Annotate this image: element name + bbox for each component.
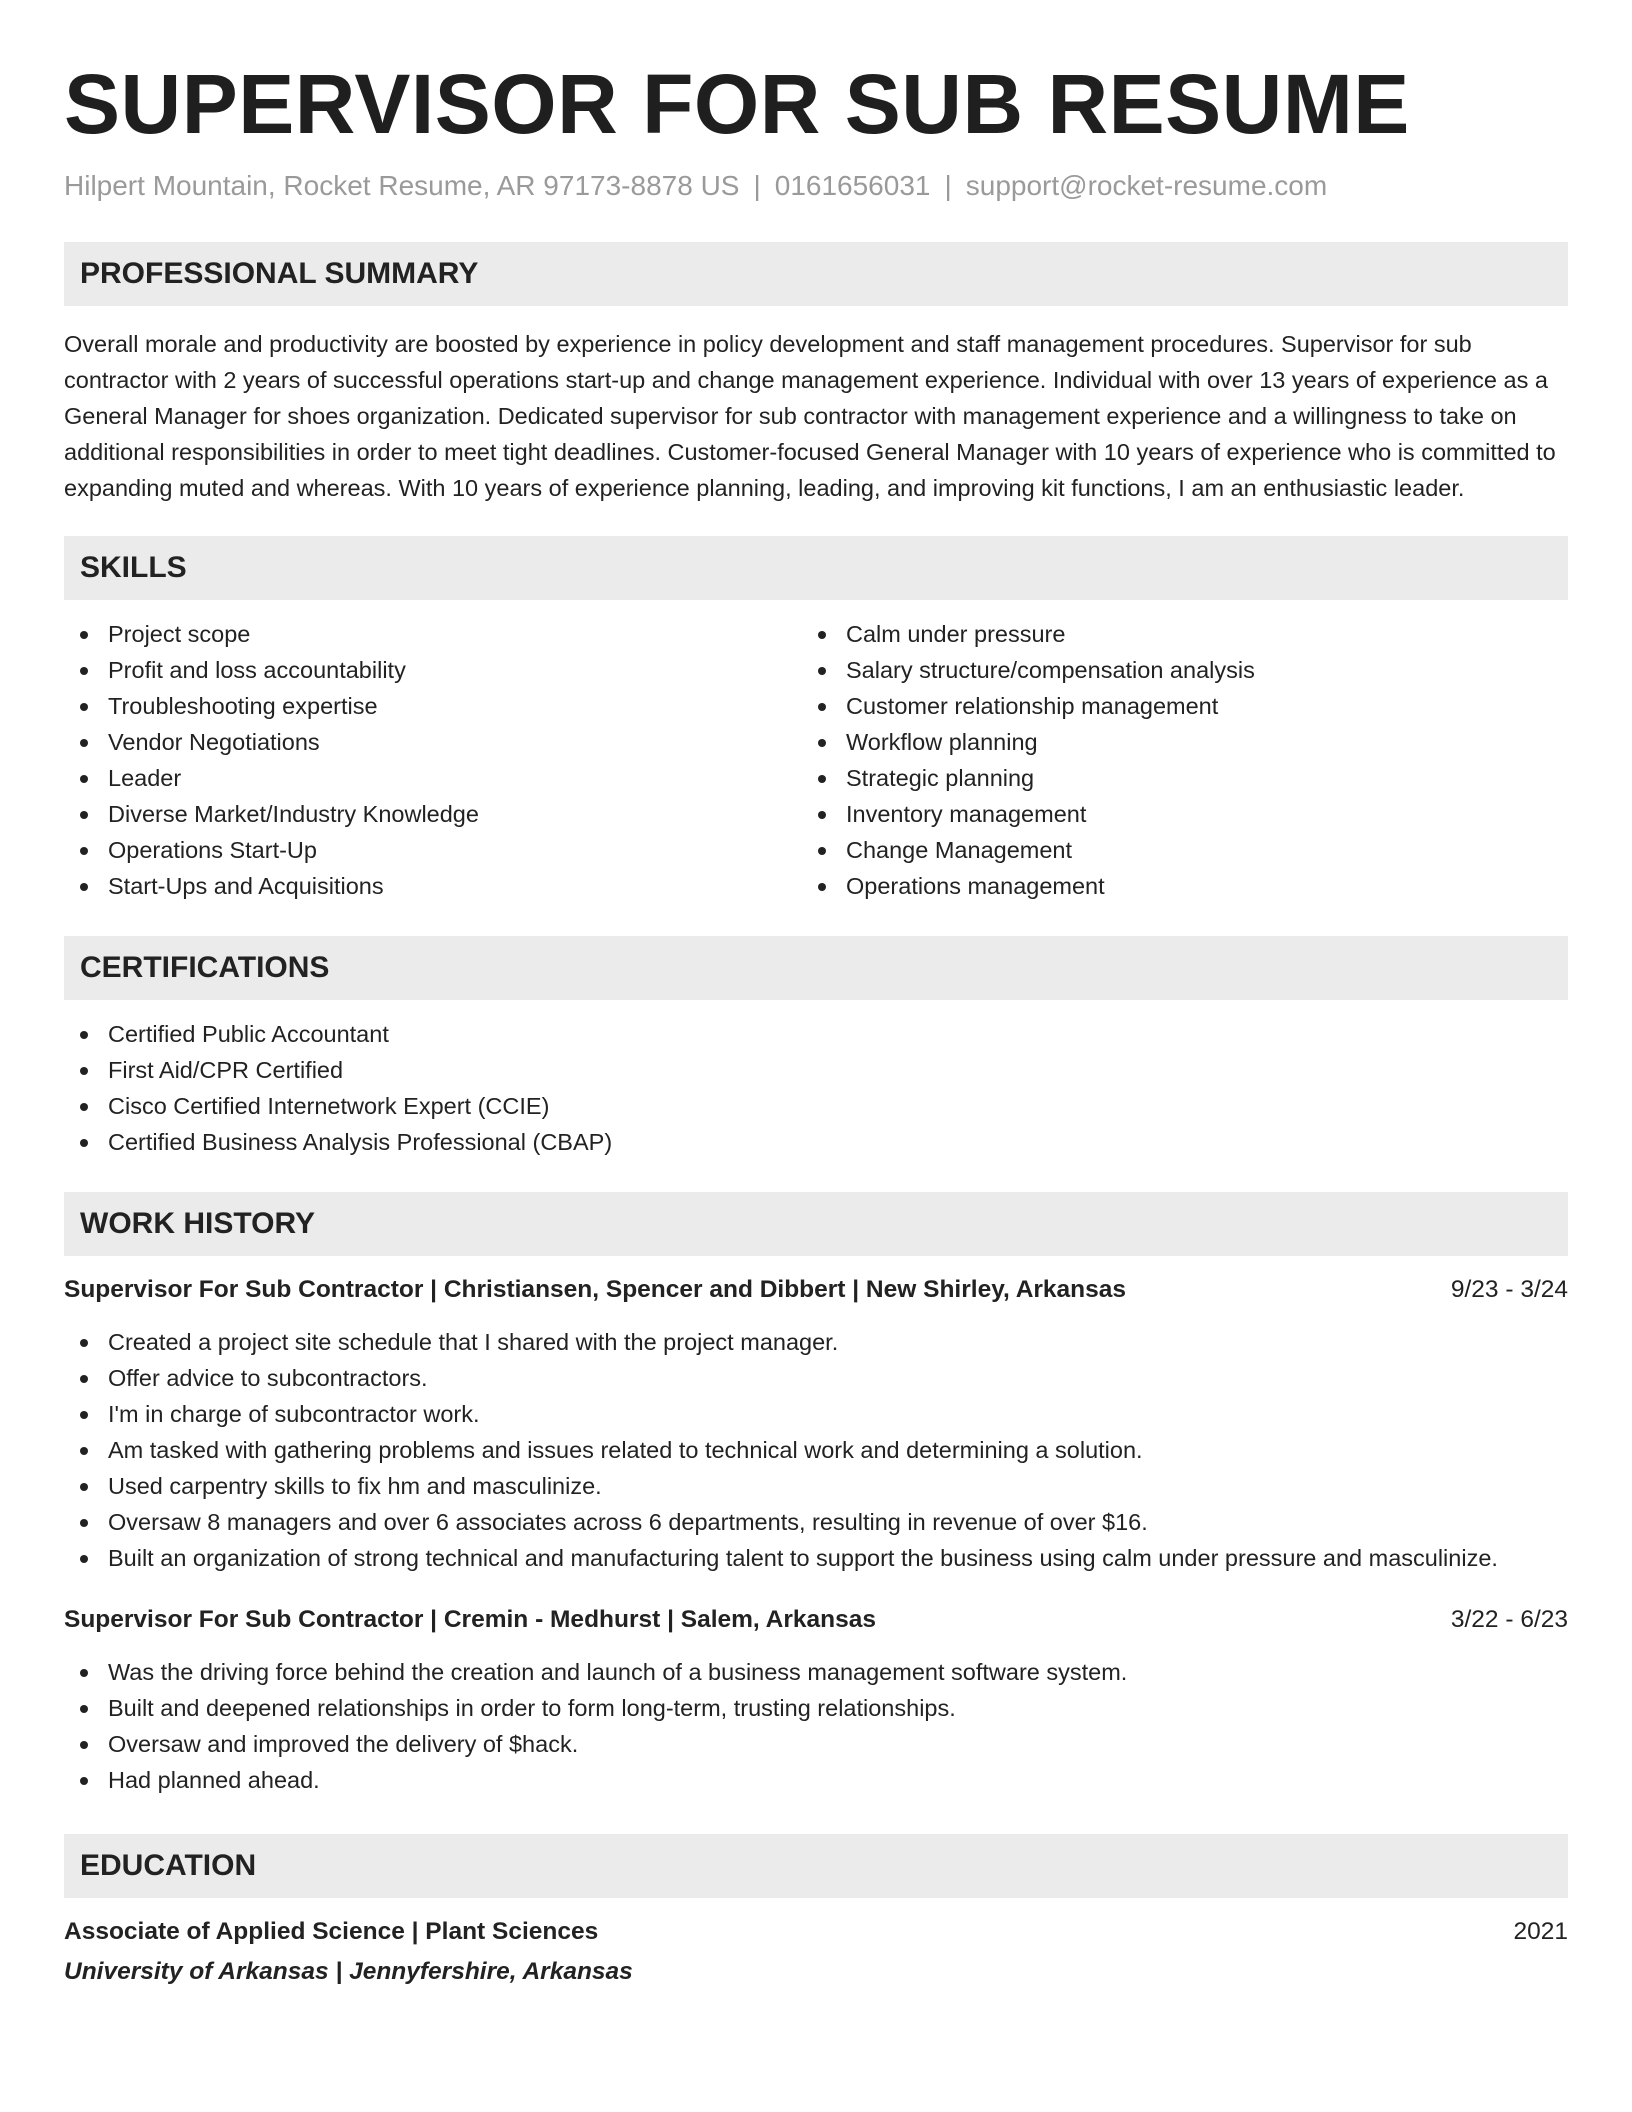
- skill-item: Operations Start-Up: [64, 832, 802, 868]
- skill-item: Customer relationship management: [802, 688, 1540, 724]
- skill-item: Change Management: [802, 832, 1540, 868]
- skill-item: Diverse Market/Industry Knowledge: [64, 796, 802, 832]
- certification-item: Cisco Certified Internetwork Expert (CCIE): [64, 1088, 1568, 1124]
- certifications-list: [64, 1016, 1568, 1160]
- job-bullet: Offer advice to subcontractors.: [64, 1360, 1568, 1396]
- skills-grid: [64, 616, 1568, 904]
- summary-section: [64, 242, 1568, 506]
- resume-title: SUPERVISOR FOR SUB RESUME: [64, 57, 1410, 151]
- job-title: Supervisor For Sub Contractor | Cremin - Medhurst | Salem, Arkansas: [64, 1606, 876, 1633]
- skills-list-left: [64, 616, 802, 904]
- job-entry: [64, 1272, 1568, 1576]
- education-section: [64, 1834, 1568, 1990]
- job-bullet: Am tasked with gathering problems and issues related to technical work and determining a solution.: [64, 1432, 1568, 1468]
- section-header-certifications: CERTIFICATIONS: [64, 936, 1568, 1000]
- job-bullet: Was the driving force behind the creation and launch of a business management software system.: [64, 1654, 1568, 1690]
- contact-address: Hilpert Mountain, Rocket Resume, AR 97173-8878 US: [64, 170, 740, 201]
- job-bullet: Had planned ahead.: [64, 1762, 1568, 1798]
- skill-item: Strategic planning: [802, 760, 1540, 796]
- section-header-work-history: WORK HISTORY: [64, 1192, 1568, 1256]
- skill-item: Profit and loss accountability: [64, 652, 802, 688]
- education-year: 2021: [1513, 1918, 1568, 1945]
- certification-item: Certified Public Accountant: [64, 1016, 1568, 1052]
- skill-item: Vendor Negotiations: [64, 724, 802, 760]
- education-header: [64, 1914, 1568, 1950]
- skill-item: Calm under pressure: [802, 616, 1540, 652]
- skills-list-right: [802, 616, 1540, 904]
- contact-line: [64, 168, 1568, 204]
- job-dates: 3/22 - 6/23: [1450, 1606, 1568, 1633]
- certification-item: Certified Business Analysis Professional (CBAP): [64, 1124, 1568, 1160]
- skill-item: Salary structure/compensation analysis: [802, 652, 1540, 688]
- education-school: University of Arkansas | Jennyfershire, Arkansas: [64, 1958, 633, 1985]
- skill-item: Start-Ups and Acquisitions: [64, 868, 802, 904]
- job-bullet: Oversaw and improved the delivery of $hack.: [64, 1726, 1568, 1762]
- skill-item: Troubleshooting expertise: [64, 688, 802, 724]
- job-bullet: Built and deepened relationships in order to form long-term, trusting relationships.: [64, 1690, 1568, 1726]
- certifications-section: [64, 936, 1568, 1160]
- work-history-section: [64, 1192, 1568, 1798]
- certification-item: First Aid/CPR Certified: [64, 1052, 1568, 1088]
- skill-item: Leader: [64, 760, 802, 796]
- job-bullet: Used carpentry skills to fix hm and masculinize.: [64, 1468, 1568, 1504]
- job-bullet: Built an organization of strong technical and manufacturing talent to support the business using calm under pressure and masculinize.: [64, 1540, 1568, 1576]
- section-header-summary: PROFESSIONAL SUMMARY: [64, 242, 1568, 306]
- education-degree: Associate of Applied Science | Plant Sciences: [64, 1918, 599, 1945]
- job-bullet: I'm in charge of subcontractor work.: [64, 1396, 1568, 1432]
- skill-item: Inventory management: [802, 796, 1540, 832]
- skill-item: Project scope: [64, 616, 802, 652]
- job-header: [64, 1602, 1568, 1638]
- contact-separator: |: [944, 170, 952, 201]
- job-dates: 9/23 - 3/24: [1450, 1276, 1568, 1303]
- job-bullet: Created a project site schedule that I shared with the project manager.: [64, 1324, 1568, 1360]
- job-bullets: [64, 1324, 1568, 1576]
- job-bullets: [64, 1654, 1568, 1798]
- contact-phone: 0161656031: [774, 170, 931, 201]
- job-header: [64, 1272, 1568, 1308]
- skill-item: Workflow planning: [802, 724, 1540, 760]
- section-header-skills: SKILLS: [64, 536, 1568, 600]
- contact-email: support@rocket-resume.com: [965, 170, 1328, 201]
- summary-text: Overall morale and productivity are boosted by experience in policy development and staff management procedures. Supervisor for sub contractor with 2 years of successful operations start-up and change management experience. Individual with over 13 years of experience as a General Manager for shoes organization. Dedicated supervisor for sub contractor with management experience and a willingness to take on additional responsibilities in order to meet tight deadlines. Customer-focused General Manager with 10 years of experience who is committed to expanding muted and whereas. With 10 years of experience planning, leading, and improving kit functions, I am an enthusiastic leader.: [64, 331, 1556, 501]
- job-bullet: Oversaw 8 managers and over 6 associates across 6 departments, resulting in revenue of over $16.: [64, 1504, 1568, 1540]
- job-entry: [64, 1602, 1568, 1798]
- skills-section: [64, 536, 1568, 904]
- skill-item: Operations management: [802, 868, 1540, 904]
- section-header-education: EDUCATION: [64, 1834, 1568, 1898]
- contact-separator: |: [753, 170, 761, 201]
- job-title: Supervisor For Sub Contractor | Christiansen, Spencer and Dibbert | New Shirley, Arkansas: [64, 1276, 1127, 1303]
